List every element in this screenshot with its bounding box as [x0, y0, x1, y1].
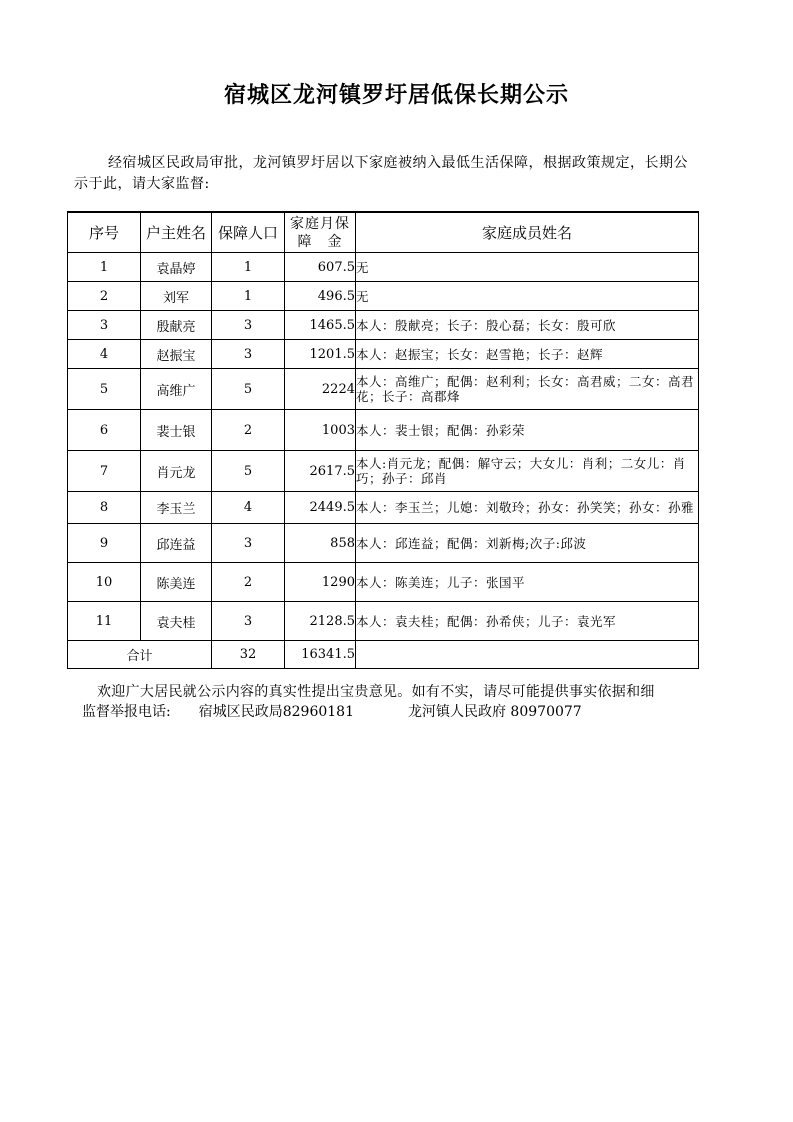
table-row [68, 602, 699, 641]
row-monthly-allowance: 607.5 [285, 253, 356, 282]
row-head-name: 赵振宝 [141, 340, 212, 369]
table-row [68, 340, 699, 369]
row-family-members: 本人：陈美连；儿子：张国平 [356, 563, 699, 602]
row-index: 7 [68, 451, 141, 492]
row-monthly-allowance: 2128.5 [285, 602, 356, 641]
header-monthly-allowance-line2: 障 金 [297, 233, 343, 250]
row-covered-count: 5 [212, 369, 285, 410]
row-head-name: 高维广 [141, 369, 212, 410]
header-covered-count: 保障人口 [212, 212, 285, 253]
table-row [68, 282, 699, 311]
row-covered-count: 4 [212, 492, 285, 524]
row-family-members: 本人：李玉兰；儿媳：刘敬玲；孙女：孙笑笑；孙女：孙雅 [356, 492, 699, 524]
row-monthly-allowance: 2449.5 [285, 492, 356, 524]
row-head-name: 袁晶婷 [141, 253, 212, 282]
row-head-name: 殷献亮 [141, 311, 212, 340]
row-index: 2 [68, 282, 141, 311]
row-index: 6 [68, 410, 141, 451]
row-monthly-allowance: 858 [285, 524, 356, 563]
row-covered-count: 1 [212, 282, 285, 311]
row-monthly-allowance: 496.5 [285, 282, 356, 311]
header-index: 序号 [68, 212, 141, 253]
row-index: 11 [68, 602, 141, 641]
row-covered-count: 3 [212, 602, 285, 641]
row-family-members: 本人：袁夫桂；配偶：孙希侠；儿子：袁光军 [356, 602, 699, 641]
row-head-name: 李玉兰 [141, 492, 212, 524]
row-family-members: 本人：裴士银；配偶：孙彩荣 [356, 410, 699, 451]
table-row [68, 369, 699, 410]
row-index: 3 [68, 311, 141, 340]
row-family-members: 本人：殷献亮；长子：殷心磊；长女：殷可欣 [356, 311, 699, 340]
total-count: 32 [212, 641, 285, 669]
row-family-members: 无 [356, 282, 699, 311]
total-money: 16341.5 [285, 641, 356, 669]
row-head-name: 邱连益 [141, 524, 212, 563]
row-family-members: 本人：邱连益；配偶：刘新梅;次子:邱波 [356, 524, 699, 563]
intro-paragraph: 经宿城区民政局审批，龙河镇罗圩居以下家庭被纳入最低生活保障，根据政策规定，长期公示于此，请大家监督: [74, 155, 688, 192]
hotline-civil-affairs: 宿城区民政局82960181 [198, 704, 354, 720]
total-label: 合计 [68, 641, 212, 669]
header-head-name: 户主姓名 [141, 212, 212, 253]
header-monthly-allowance [285, 212, 356, 253]
row-family-members: 本人:肖元龙；配偶：解守云；大女儿：肖利；二女儿：肖巧；孙子：邱肖 [356, 451, 699, 492]
row-head-name: 陈美连 [141, 563, 212, 602]
table-row [68, 563, 699, 602]
row-head-name: 刘军 [141, 282, 212, 311]
row-monthly-allowance: 2224 [285, 369, 356, 410]
row-head-name: 肖元龙 [141, 451, 212, 492]
row-family-members: 本人：高维广；配偶：赵利利；长女：高君威；二女：高君花；长子：高郡烽 [356, 369, 699, 410]
row-covered-count: 3 [212, 524, 285, 563]
row-index: 1 [68, 253, 141, 282]
table-row [68, 492, 699, 524]
table-header-row [68, 212, 699, 253]
row-head-name: 裴士银 [141, 410, 212, 451]
row-index: 8 [68, 492, 141, 524]
row-family-members: 无 [356, 253, 699, 282]
row-covered-count: 1 [212, 253, 285, 282]
row-index: 5 [68, 369, 141, 410]
row-monthly-allowance: 1201.5 [285, 340, 356, 369]
hotline-town-government: 龙河镇人民政府 80970077 [407, 704, 582, 720]
hotline-label: 监督举报电话: [82, 704, 171, 720]
row-family-members: 本人：赵振宝；长女：赵雪艳；长子：赵辉 [356, 340, 699, 369]
row-head-name: 袁夫桂 [141, 602, 212, 641]
row-index: 10 [68, 563, 141, 602]
table-row [68, 311, 699, 340]
table-row [68, 410, 699, 451]
row-covered-count: 3 [212, 340, 285, 369]
hotline-line [82, 701, 702, 721]
low-income-table [67, 211, 699, 669]
row-covered-count: 2 [212, 410, 285, 451]
row-covered-count: 3 [212, 311, 285, 340]
total-members-empty [356, 641, 699, 669]
row-monthly-allowance: 1290 [285, 563, 356, 602]
row-monthly-allowance: 1003 [285, 410, 356, 451]
row-index: 4 [68, 340, 141, 369]
table-row [68, 524, 699, 563]
row-index: 9 [68, 524, 141, 563]
row-covered-count: 5 [212, 451, 285, 492]
feedback-note: 欢迎广大居民就公示内容的真实性提出宝贵意见。如有不实，请尽可能提供事实依据和细 [97, 684, 655, 700]
page-title: 宿城区龙河镇罗圩居低保长期公示 [223, 82, 569, 108]
header-family-members: 家庭成员姓名 [356, 212, 699, 253]
row-monthly-allowance: 2617.5 [285, 451, 356, 492]
row-monthly-allowance: 1465.5 [285, 311, 356, 340]
table-row [68, 451, 699, 492]
total-row [68, 641, 699, 669]
row-covered-count: 2 [212, 563, 285, 602]
header-monthly-allowance-line1: 家庭月保 [290, 215, 350, 232]
table-row [68, 253, 699, 282]
